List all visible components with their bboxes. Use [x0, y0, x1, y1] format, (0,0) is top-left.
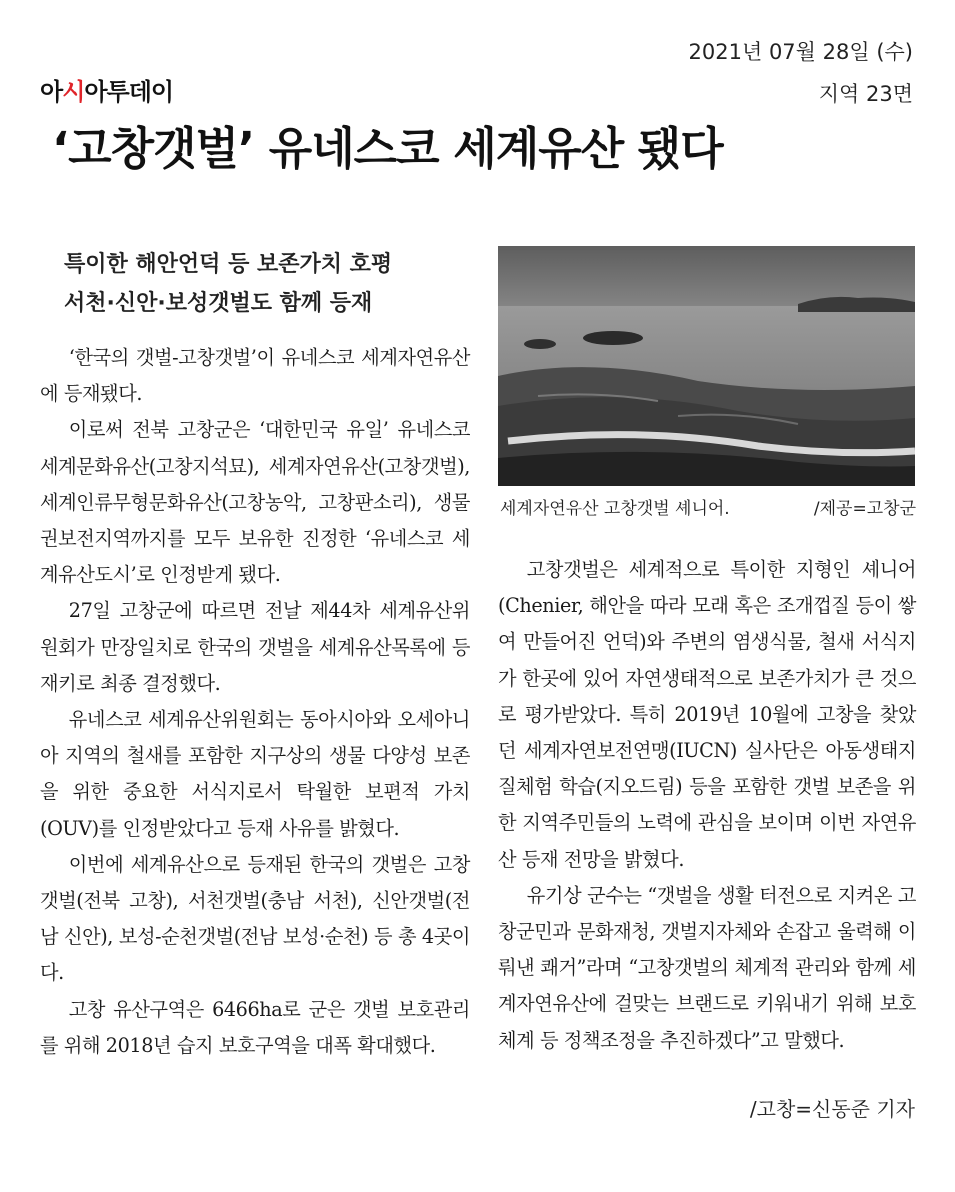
article-column-left: [40, 340, 470, 1064]
body-paragraph: 이로써 전북 고창군은 ‘대한민국 유일’ 유네스코 세계문화유산(고창지석묘), 세계자연유산(고창갯벌), 세계인류무형문화유산(고창농악, 고창판소리), 생물권보전지역까지를 모두 보유한 진정한 ‘유네스코 세계유산도시’로 인정받게 됐다.: [40, 418, 470, 587]
subheadline-2: 서천·신안·보성갯벌도 함께 등재: [64, 291, 373, 316]
tidal-flat-photo: [498, 246, 915, 486]
publication-logo: 아시아투데이: [40, 78, 174, 106]
body-paragraph: 유네스코 세계유산위원회는 동아시아와 오세아니아 지역의 철새를 포함한 지구상의 생물 다양성 보존을 위한 중요한 서식지로서 탁월한 보편적 가치(OUV)를 인정받았다고 등재 사유를 밝혔다.: [40, 708, 470, 840]
body-paragraph: 고창갯벌은 세계적으로 특이한 지형인 셰니어(Chenier, 해안을 따라 모래 혹은 조개껍질 등이 쌓여 만들어진 언덕)와 주변의 염생식물, 철새 서식지가 한곳에 있어 자연생태적으로 보존가치가 큰 것으로 평가받았다. 특히 2019년 10월에 고창을 찾았던 세계자연보전연맹(IUCN) 실사단은 아동생태지질체험 학습(지오드림) 등을 포함한 갯벌 보존을 위한 지역주민들의 노력에 관심을 보이며 이번 자연유산 등재 전망을 밝혔다.: [498, 558, 916, 871]
reporter-byline: /고창=신동준 기자: [749, 1097, 915, 1121]
photo-credit: /제공=고창군: [813, 499, 916, 519]
page-section: 지역 23면: [818, 82, 913, 106]
photo-caption: [500, 494, 916, 519]
body-paragraph: 27일 고창군에 따르면 전날 제44차 세계유산위원회가 만장일치로 한국의 갯벌을 세계유산목록에 등재키로 최종 결정했다.: [40, 599, 470, 695]
body-paragraph: 유기상 군수는 “갯벌을 생활 터전으로 지켜온 고창군민과 문화재청, 갯벌지자체와 손잡고 울력해 이뤄낸 쾌거”라며 “고창갯벌의 체계적 관리와 함께 세계자연유산에 걸맞는 브랜드로 키워내기 위해 보호체계 등 정책조정을 추진하겠다”고 말했다.: [498, 883, 916, 1052]
body-paragraph: 고창 유산구역은 6466ha로 군은 갯벌 보호관리를 위해 2018년 습지 보호구역을 대폭 확대했다.: [40, 997, 470, 1057]
issue-date: 2021년 07월 28일 (수): [688, 40, 913, 64]
headline: ‘고창갯벌’ 유네스코 세계유산 됐다: [52, 122, 723, 175]
caption-text: 세계자연유산 고창갯벌 셰니어.: [500, 499, 730, 519]
article-column-right: [498, 552, 916, 1059]
subheadlines: [64, 245, 474, 323]
body-paragraph: 이번에 세계유산으로 등재된 한국의 갯벌은 고창갯벌(전북 고창), 서천갯벌(충남 서천), 신안갯벌(전남 신안), 보성-순천갯벌(전남 보성·순천) 등 총 4곳이다.: [40, 852, 470, 985]
subheadline-1: 특이한 해안언덕 등 보존가치 호평: [64, 252, 393, 277]
body-paragraph: ‘한국의 갯벌-고창갯벌’이 유네스코 세계자연유산에 등재됐다.: [40, 346, 470, 406]
